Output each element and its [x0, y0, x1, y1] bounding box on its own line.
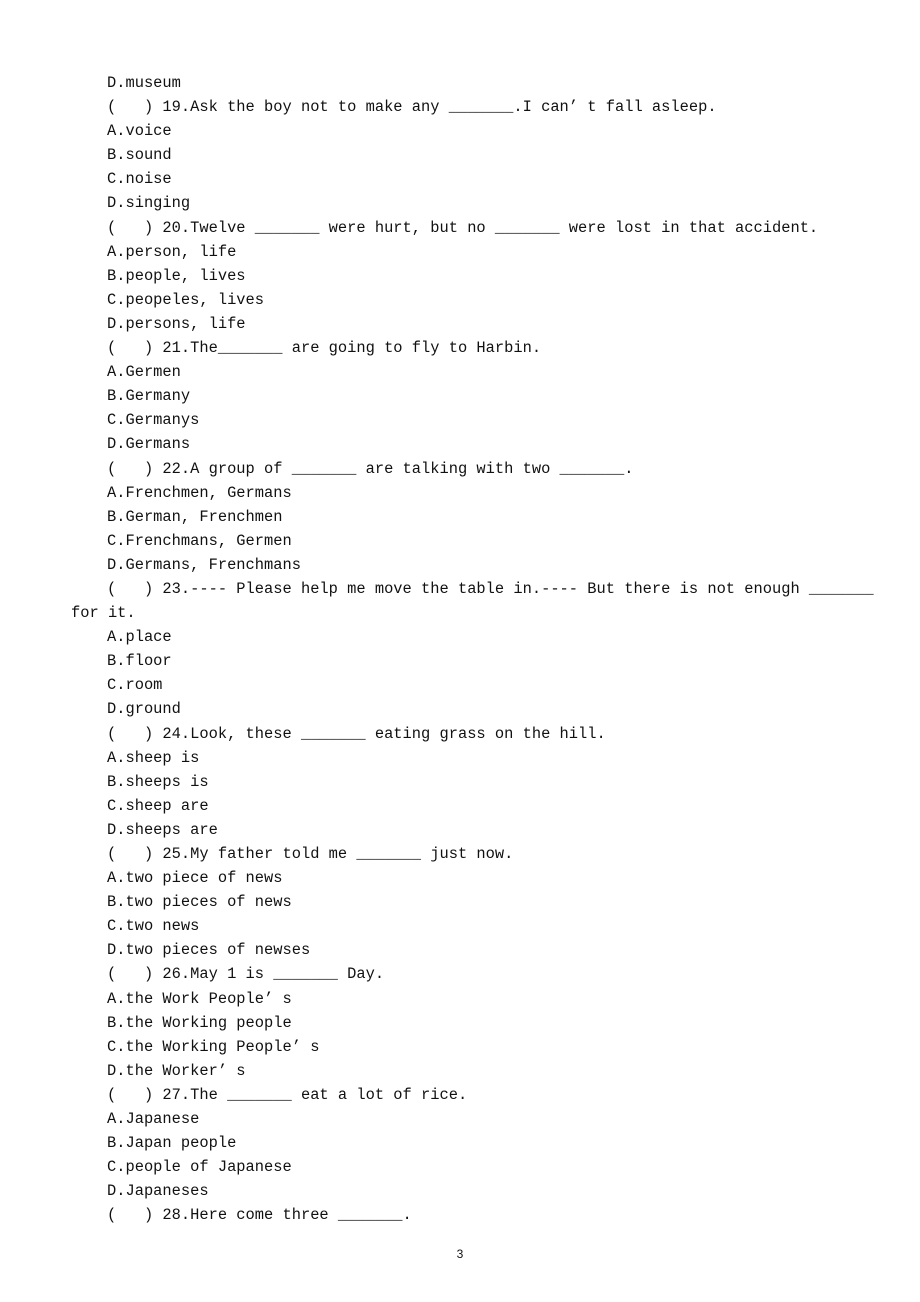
answer-option: A.the Work People’ s — [107, 989, 292, 1008]
question-continuation: for it. — [71, 604, 136, 623]
answer-option: A.place — [107, 628, 172, 647]
answer-option: B.the Working people — [107, 1013, 292, 1032]
answer-option: A.Germen — [107, 363, 181, 382]
answer-option: D.persons, life — [107, 314, 246, 333]
answer-option: D.sheeps are — [107, 820, 218, 839]
answer-option: D.Germans, Frenchmans — [107, 555, 301, 574]
question-line: ( ) 24.Look, these _______ eating grass on the hill. — [107, 724, 606, 743]
answer-option: B.Germany — [107, 387, 191, 406]
answer-option: C.room — [107, 676, 163, 695]
answer-option: D.ground — [107, 700, 181, 719]
answer-option: A.sheep is — [107, 748, 200, 767]
answer-option: A.person, life — [107, 242, 237, 261]
answer-option: D.two pieces of newses — [107, 941, 311, 960]
answer-option: B.people, lives — [107, 266, 246, 285]
answer-option: D.Germans — [107, 435, 191, 454]
question-line: ( ) 26.May 1 is _______ Day. — [107, 965, 385, 984]
answer-option: C.Frenchmans, Germen — [107, 531, 292, 550]
answer-option: C.people of Japanese — [107, 1158, 292, 1177]
answer-option: D.singing — [107, 194, 191, 213]
question-line: ( ) 23.---- Please help me move the table in.---- But there is not enough _______ — [107, 579, 874, 598]
answer-option: B.two pieces of news — [107, 893, 292, 912]
answer-option: D.the Worker’ s — [107, 1061, 246, 1080]
answer-option: B.floor — [107, 652, 172, 671]
question-line: ( ) 20.Twelve _______ were hurt, but no _______ were lost in that accident. — [107, 218, 819, 237]
answer-option: A.voice — [107, 122, 172, 141]
answer-option: A.Frenchmen, Germans — [107, 483, 292, 502]
answer-option: A.two piece of news — [107, 869, 283, 888]
question-line: ( ) 21.The_______ are going to fly to Harbin. — [107, 339, 542, 358]
answer-option: B.Japan people — [107, 1134, 237, 1153]
answer-option: D.Japaneses — [107, 1182, 209, 1201]
answer-option: C.sheep are — [107, 796, 209, 815]
answer-option: B.sound — [107, 146, 172, 165]
page-number: 3 — [456, 1247, 464, 1261]
question-line: ( ) 22.A group of _______ are talking with two _______. — [107, 459, 634, 478]
answer-option: A.Japanese — [107, 1110, 200, 1129]
answer-option: C.peopeles, lives — [107, 290, 265, 309]
answer-option: C.the Working People’ s — [107, 1037, 320, 1056]
question-line: ( ) 19.Ask the boy not to make any _______.I can’ t fall asleep. — [107, 98, 717, 117]
question-line: ( ) 25.My father told me _______ just now. — [107, 845, 514, 863]
answer-option: B.German, Frenchmen — [107, 507, 283, 526]
answer-option: C.Germanys — [107, 411, 200, 430]
question-line: ( ) 28.Here come three _______. — [107, 1206, 412, 1225]
answer-option: D.museum — [107, 74, 181, 92]
question-line: ( ) 27.The _______ eat a lot of rice. — [107, 1085, 468, 1104]
answer-option: C.noise — [107, 170, 172, 189]
answer-option: B.sheeps is — [107, 772, 209, 791]
answer-option: C.two news — [107, 917, 200, 936]
document-body — [0, 71, 920, 1228]
